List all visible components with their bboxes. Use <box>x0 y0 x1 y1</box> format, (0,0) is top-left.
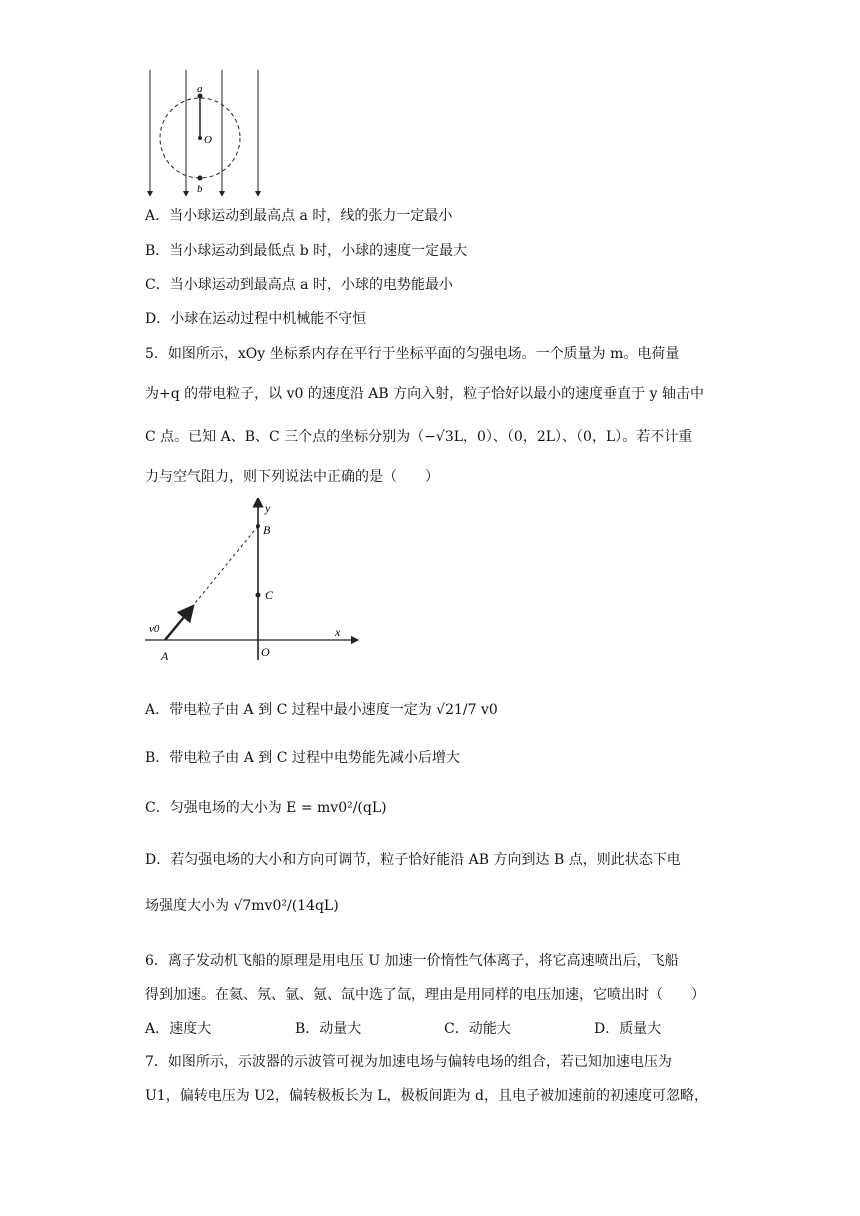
label-y: y <box>265 501 271 515</box>
q5-stem-line4: 力与空气阻力，则下列说法中正确的是（ ） <box>145 469 439 485</box>
q5-option-c: C．匀强电场的大小为 E = mv0²/(qL) <box>145 800 387 816</box>
label-x: x <box>335 625 341 639</box>
q5-stem-line2: 为+q 的带电粒子，以 v0 的速度沿 AB 方向入射，粒子恰好以最小的速度垂直于 y 轴击中 <box>145 386 704 402</box>
point-o <box>198 136 202 140</box>
q5-option-b: B．带电粒子由 A 到 C 过程中电势能先减小后增大 <box>145 750 460 766</box>
q4-option-c: C．当小球运动到最高点 a 时，小球的电势能最小 <box>145 277 453 293</box>
q5-stem-line3: C 点。已知 A、B、C 三个点的坐标分别为（−√3L，0）、（0，2L）、（0，L）。若不计重 <box>145 429 693 445</box>
label-v0: v0 <box>149 623 160 635</box>
q5-option-d-line1: D．若匀强电场的大小和方向可调节，粒子恰好能沿 AB 方向到达 B 点，则此状态下电 <box>145 852 681 868</box>
q6-option-c: C．动能大 <box>444 1021 511 1037</box>
circle-field-figure <box>140 66 270 196</box>
q4-option-a: A．当小球运动到最高点 a 时，线的张力一定最小 <box>145 208 453 224</box>
label-o: O <box>204 134 212 146</box>
v0-arrow <box>165 611 189 640</box>
q6-option-b: B．动量大 <box>295 1021 362 1037</box>
q5-stem-line1: 5．如图所示，xOy 坐标系内存在平行于坐标平面的匀强电场。一个质量为 m。电荷量 <box>145 346 680 362</box>
label-b: b <box>197 183 203 195</box>
q6-option-a: A．速度大 <box>145 1021 212 1037</box>
point-b <box>198 176 203 181</box>
label-b: B <box>263 523 271 537</box>
coordinate-figure <box>145 498 365 668</box>
q4-option-d: D．小球在运动过程中机械能不守恒 <box>145 311 367 327</box>
q7-stem-line1: 7．如图所示，示波器的示波管可视为加速电场与偏转电场的组合，若已知加速电压为 <box>145 1054 672 1070</box>
point-c <box>256 593 261 598</box>
q5-option-d-line2: 场强度大小为 √7mv0²/(14qL) <box>145 898 339 914</box>
q7-stem-line2: U1，偏转电压为 U2，偏转极板长为 L，极板间距为 d，且电子被加速前的初速度可忽略， <box>145 1088 709 1104</box>
q6-stem-line2: 得到加速。在氦、氖、氩、氪、氙中选了氙，理由是用同样的电压加速，它喷出时（ ） <box>145 987 705 1003</box>
label-o: O <box>261 645 270 659</box>
q6-stem-line1: 6．离子发动机飞船的原理是用电压 U 加速一价惰性气体离子，将它高速喷出后，飞船 <box>145 953 679 969</box>
q5-option-a: A．带电粒子由 A 到 C 过程中最小速度一定为 √21/7 v0 <box>145 702 498 718</box>
label-a: a <box>197 83 203 95</box>
q4-option-b: B．当小球运动到最低点 b 时，小球的速度一定最大 <box>145 243 468 259</box>
label-a: A <box>161 649 169 663</box>
q6-option-d: D．质量大 <box>594 1021 662 1037</box>
point-b <box>256 524 260 528</box>
label-c: C <box>265 588 274 602</box>
